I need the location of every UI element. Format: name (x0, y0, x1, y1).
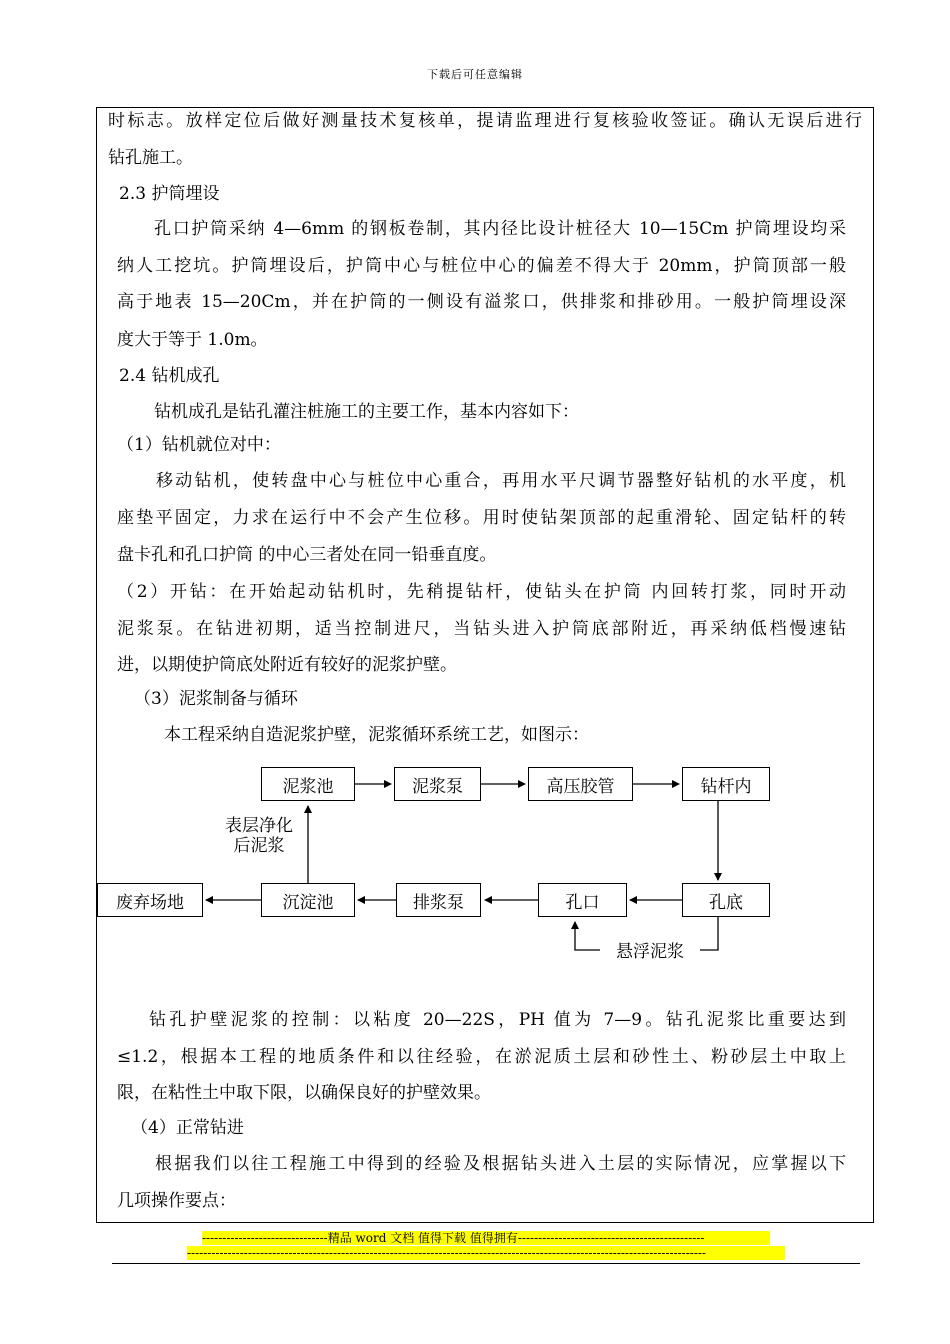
flow-label-line: 表层净化 (225, 816, 293, 836)
flow-box-discharge-pump (396, 883, 481, 917)
text-line: 移动钻机，使转盘中心与桩位中心重合，再用水平尺调节器整好钻机的水平度，机 (156, 471, 846, 491)
footer-banner: -------------------------------精品 word 文档 值得下载 值得拥有---------------------------------------------- (202, 1231, 770, 1245)
footer-divider (112, 1263, 860, 1264)
flow-label-line: 后泥浆 (233, 836, 285, 856)
text-line: 进，以期使护筒底处附近有较好的泥浆护壁。 (117, 655, 457, 675)
flow-box-settling-pool (261, 883, 355, 917)
flow-box-label: 泥浆泵 (412, 776, 463, 797)
text-line: 纳人工挖坑。护筒埋设后，护筒中心与桩位中心的偏差不得大于 20mm，护筒顶部一般 (117, 256, 846, 276)
text-line: 本工程采纳自造泥浆护壁，泥浆循环系统工艺，如图示： (164, 725, 589, 745)
subsection-heading-4: （4）正常钻进 (131, 1118, 244, 1138)
subsection-heading-1: （1）钻机就位对中： (117, 435, 281, 455)
text-line: 度大于等于 1.0m。 (117, 330, 268, 350)
flow-box-label: 孔底 (709, 892, 743, 913)
flow-box-hole-bottom (682, 883, 770, 917)
text-line: 座垫平固定，力求在运行中不会产生位移。用时使钻架顶部的起重滑轮、固定钻杆的转 (117, 508, 846, 528)
flow-box-waste-site (97, 883, 203, 917)
section-heading-2-4: 2.4 钻机成孔 (119, 366, 220, 386)
section-heading-2-3: 2.3 护筒埋设 (119, 184, 220, 204)
text-line: 钻机成孔是钻孔灌注桩施工的主要工作，基本内容如下： (154, 402, 579, 422)
footer-dashes: -------------------------------------------------------------------------------------------------------------------------------- (187, 1246, 785, 1260)
text-line: 几项操作要点： (117, 1191, 236, 1211)
text-line: 盘卡孔和孔口护筒 的中心三者处在同一铅垂直度。 (117, 545, 497, 565)
flow-box-label: 高压胶管 (546, 776, 615, 797)
text-line: 时标志。放样定位后做好测量技术复核单，提请监理进行复核验收签证。确认无误后进行 (108, 111, 862, 131)
header-note: 下载后可任意编辑 (427, 68, 523, 81)
flow-box-label: 孔口 (565, 892, 600, 913)
flow-box-label: 废弃场地 (116, 892, 184, 913)
text-line: 钻孔护壁泥浆的控制：以粘度 20—22S，PH 值为 7—9。钻孔泥浆比重要达到 (149, 1010, 846, 1030)
text-line: （2）开钻：在开始起动钻机时，先稍提钻杆，使钻头在护筒 内回转打浆，同时开动 (117, 582, 846, 602)
flow-box-mud-pool (261, 767, 355, 801)
flow-label-purified-mud (216, 816, 302, 856)
text-line: 钻孔施工。 (108, 148, 193, 168)
flow-box-label: 沉淀池 (282, 892, 334, 913)
flow-box-label: 钻杆内 (700, 776, 752, 797)
text-line: 高于地表 15—20Cm，并在护筒的一侧设有溢浆口，供排浆和排砂用。一般护筒埋设深 (117, 292, 846, 312)
flow-box-hole-mouth (538, 883, 627, 917)
flow-box-drill-rod (682, 767, 770, 801)
flow-box-high-pressure-hose (528, 767, 633, 801)
flow-box-mud-pump (394, 767, 481, 801)
text-line: 根据我们以往工程施工中得到的经验及根据钻头进入土层的实际情况，应掌握以下 (155, 1154, 846, 1174)
flow-box-label: 泥浆池 (282, 776, 334, 797)
subsection-heading-3: （3）泥浆制备与循环 (134, 689, 298, 709)
text-line: 限，在粘性土中取下限，以确保良好的护壁效果。 (117, 1083, 491, 1103)
text-line: 泥浆泵。在钻进初期，适当控制进尺，当钻头进入护筒底部附近，再采纳低档慢速钻 (117, 619, 846, 639)
text-line: 孔口护筒采纳 4—6mm 的钢板卷制，其内径比设计桩径大 10—15Cm 护筒埋设均采 (154, 219, 846, 239)
flow-box-label: 排浆泵 (413, 892, 464, 913)
flow-label-suspended-mud: 悬浮泥浆 (600, 942, 700, 962)
text-line: ≤1.2，根据本工程的地质条件和以往经验，在淤泥质土层和砂性土、粉砂层土中取上 (117, 1047, 846, 1067)
